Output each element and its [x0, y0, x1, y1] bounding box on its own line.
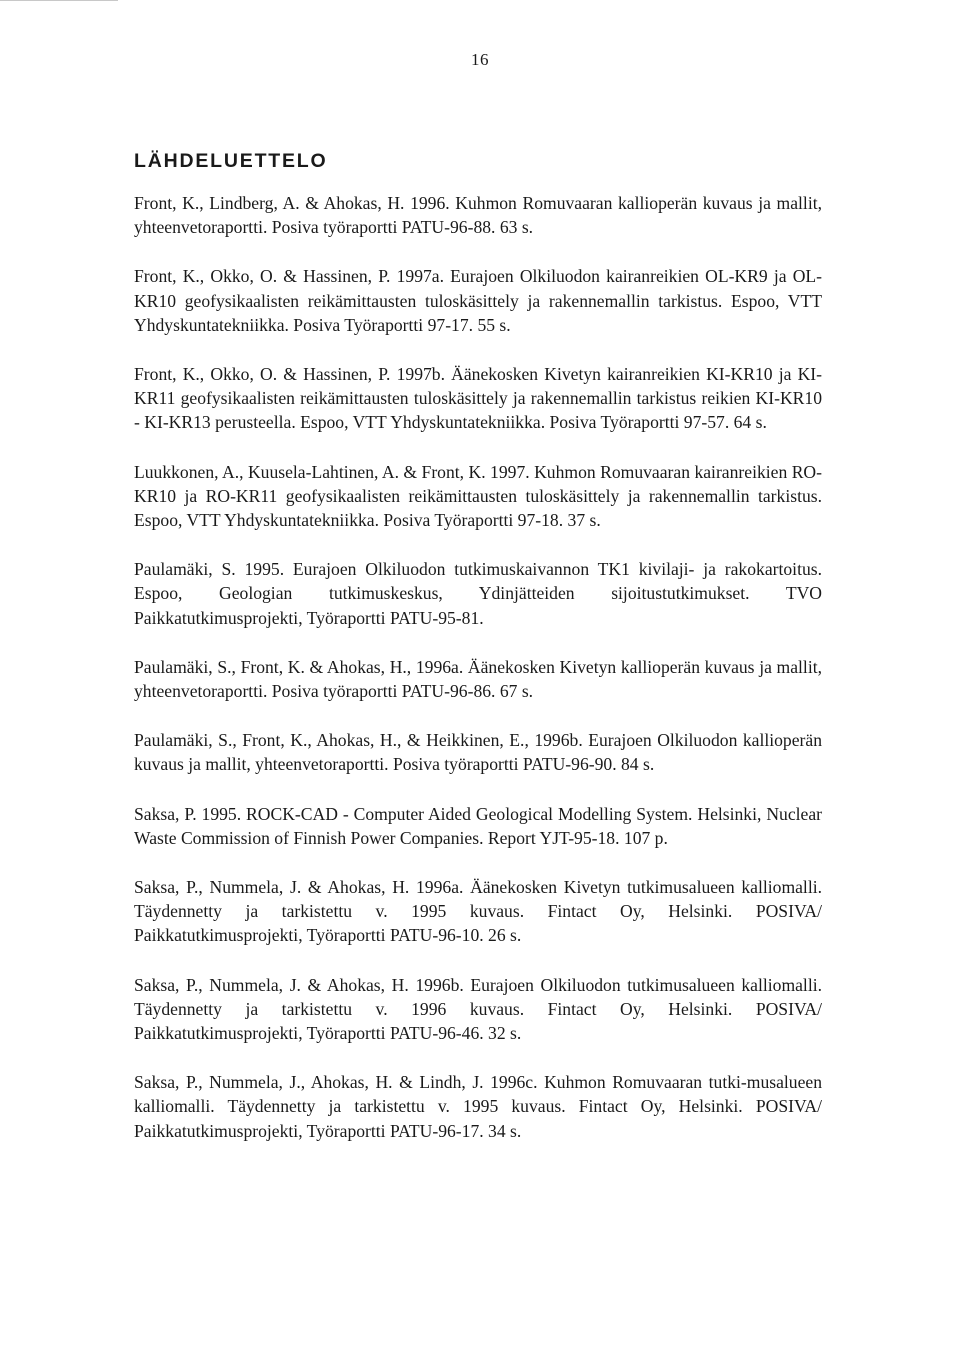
references-heading: LÄHDELUETTELO [134, 150, 328, 172]
reference-entry: Paulamäki, S. 1995. Eurajoen Olkiluodon tutkimuskaivannon TK1 kivilaji- ja rakokartoitus. Espoo, Geologian tutkimuskeskus, Ydinjätteiden sijoitustutkimukset. TVO Paikkatutkimusprojekti, Työraportti PATU-95-81. [134, 559, 822, 628]
reference-entry: Saksa, P., Nummela, J. & Ahokas, H. 1996a. Äänekosken Kivetyn tutkimusalueen kalliomalli. Täydennetty ja tarkistettu v. 1995 kuvaus. Fintact Oy, Helsinki. POSIVA/ Paikkatutkimusprojekti, Työraportti PATU-96-10. 26 s. [134, 877, 822, 946]
reference-entry: Front, K., Okko, O. & Hassinen, P. 1997a. Eurajoen Olkiluodon kairanreikien OL-KR9 ja OL-KR10 geofysikaalisten reikämittausten tuloskäsittely ja rakennemallin tarkistus. Espoo, VTT Yhdyskuntatekniikka. Posiva Työraportti 97-17. 55 s. [134, 266, 822, 335]
reference-entry: Paulamäki, S., Front, K. & Ahokas, H., 1996a. Äänekosken Kivetyn kallioperän kuvaus ja mallit, yhteenvetoraportti. Posiva työraportti PATU-96-86. 67 s. [134, 656, 822, 702]
reference-entry: Front, K., Okko, O. & Hassinen, P. 1997b. Äänekosken Kivetyn kairanreikien KI-KR10 ja KI-KR11 geofysikaalisten reikämittausten tuloskäsittely ja rakennemallin tarkistus reikien KI-KR10 - KI-KR13 perusteella. Espoo, VTT Yhdyskuntatekniikka. Posiva Työraportti 97-57. 64 s. [134, 364, 822, 433]
reference-entry: Saksa, P., Nummela, J., Ahokas, H. & Lindh, J. 1996c. Kuhmon Romuvaaran tutki-musalueen kalliomalli. Täydennetty ja tarkistettu v. 1995 kuvaus. Fintact Oy, Helsinki. POSIVA/ Paikkatutkimusprojekti, Työraportti PATU-96-17. 34 s. [134, 1072, 822, 1141]
page-number: 16 [471, 50, 489, 69]
scan-edge-line [0, 0, 118, 1]
reference-entry: Saksa, P., Nummela, J. & Ahokas, H. 1996b. Eurajoen Olkiluodon tutkimusalueen kalliomalli. Täydennetty ja tarkistettu v. 1996 kuvaus. Fintact Oy, Helsinki. POSIVA/ Paikkatutkimusprojekti, Työraportti PATU-96-46. 32 s. [134, 974, 822, 1044]
reference-list [134, 191, 822, 1168]
reference-entry: Luukkonen, A., Kuusela-Lahtinen, A. & Front, K. 1997. Kuhmon Romuvaaran kairanreikien RO-KR10 ja RO-KR11 geofysikaalisten reikämittausten tuloskäsittely ja rakennemallin tarkistus. Espoo, VTT Yhdyskuntatekniikka. Posiva Työraportti 97-18. 37 s. [134, 461, 822, 531]
reference-entry: Front, K., Lindberg, A. & Ahokas, H. 1996. Kuhmon Romuvaaran kallioperän kuvaus ja mallit, yhteenvetoraportti. Posiva työraportti PATU-96-88. 63 s. [134, 193, 822, 238]
reference-entry: Saksa, P. 1995. ROCK-CAD - Computer Aided Geological Modelling System. Helsinki, Nuclear Waste Commission of Finnish Power Companies. Report YJT-95-18. 107 p. [134, 803, 822, 848]
reference-entry: Paulamäki, S., Front, K., Ahokas, H., & Heikkinen, E., 1996b. Eurajoen Olkiluodon kallioperän kuvaus ja mallit, yhteenvetoraportti. Posiva työraportti PATU-96-90. 84 s. [134, 730, 822, 775]
